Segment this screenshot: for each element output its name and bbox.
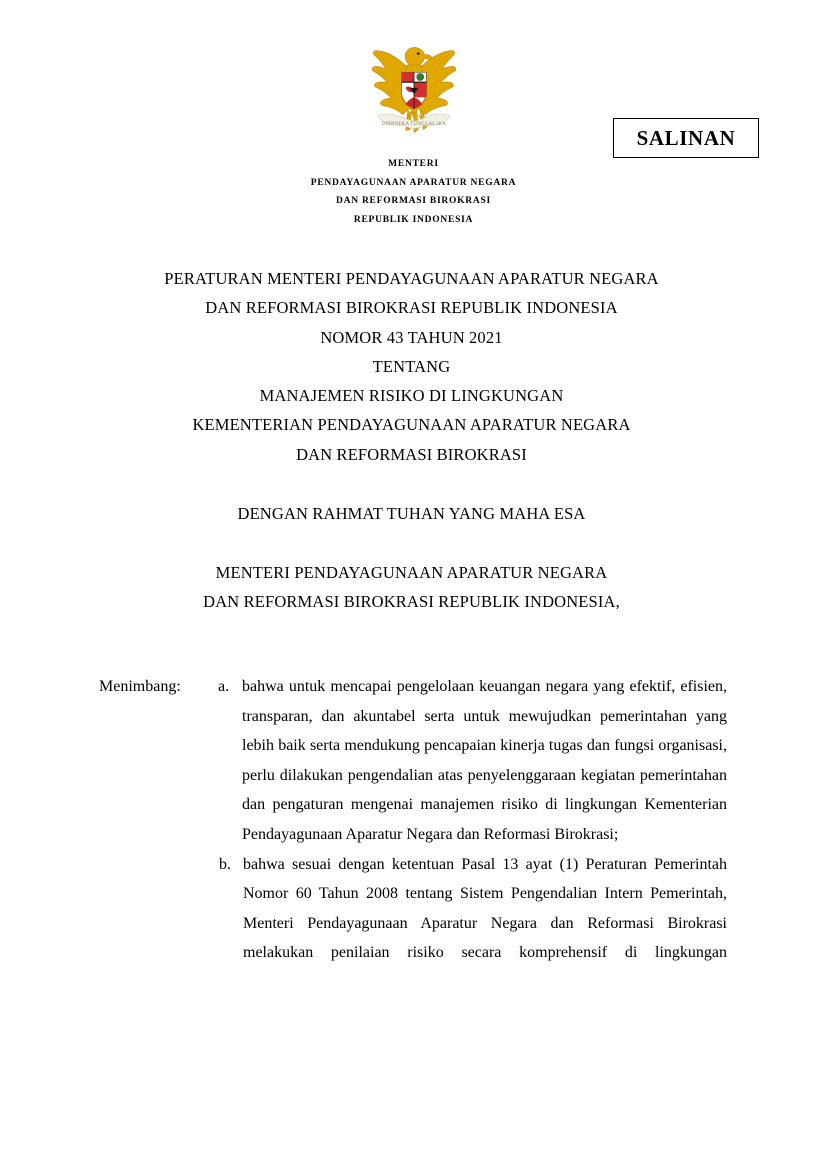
considerations-section [99, 672, 727, 998]
consideration-marker-b: b. [219, 855, 231, 873]
considerations-label: Menimbang: [99, 678, 181, 695]
garuda-pancasila-emblem [362, 38, 466, 142]
title-line: KEMENTERIAN PENDAYAGUNAAN APARATUR NEGARA [192, 415, 631, 435]
title-line: PERATURAN MENTERI PENDAYAGUNAAN APARATUR NEGARA [164, 269, 659, 288]
salinan-label: SALINAN [636, 125, 736, 150]
ministry-header-line: PENDAYAGUNAAN APARATUR NEGARA [310, 177, 517, 188]
signatory-line: MENTERI PENDAYAGUNAAN APARATUR NEGARA [215, 562, 608, 582]
regulation-title [0, 264, 827, 469]
preamble-spacer [0, 528, 827, 557]
salinan-stamp [613, 118, 759, 158]
signatory-line: DAN REFORMASI BIROKRASI REPUBLIK INDONESIA, [203, 591, 620, 611]
title-line: DAN REFORMASI BIROKRASI REPUBLIK INDONESIA [205, 298, 618, 318]
title-line: NOMOR 43 TAHUN 2021 [320, 327, 503, 347]
title-line: MANAJEMEN RISIKO DI LINGKUNGAN [259, 386, 564, 406]
preamble-line: DENGAN RAHMAT TUHAN YANG MAHA ESA [237, 504, 586, 523]
title-line: DAN REFORMASI BIROKRASI [296, 444, 527, 464]
ministry-header-line: REPUBLIK INDONESIA [353, 214, 474, 225]
ministry-header [0, 155, 827, 229]
consideration-text-b: bahwa sesuai dengan ketentuan Pasal 13 ayat (1) Peraturan Pemerintah Nomor 60 Tahun 2008 tentang Sistem Pengendalian Intern Pemerintah, Menteri Pendayagunaan Aparatur Negara dan Reformasi Birokrasi melakukan penilaian risiko secara komprehensif di lingkungan [243, 855, 727, 962]
preamble-block [0, 499, 827, 616]
consideration-marker-a: a. [218, 678, 230, 695]
consideration-item-a [99, 672, 727, 850]
ministry-header-line: MENTERI [388, 159, 439, 169]
ministry-header-line: DAN REFORMASI BIROKRASI [335, 196, 491, 206]
svg-text:BHINNEKA TUNGGAL IKA: BHINNEKA TUNGGAL IKA [381, 121, 446, 127]
consideration-item-b [99, 850, 727, 998]
consideration-text-a: bahwa untuk mencapai pengelolaan keuangan negara yang efektif, efisien, transparan, dan akuntabel serta untuk mewujudkan pemerintahan yang lebih baik serta mendukung pencapaian kinerja tugas dan fungsi organisasi, perlu dilakukan pengendalian atas penyelenggaraan kegiatan pemerintahan dan pengaturan mengenai manajemen risiko di lingkungan Kementerian Pendayagunaan Aparatur Negara dan Reformasi Birokrasi; [242, 678, 727, 843]
title-line: TENTANG [372, 356, 451, 376]
